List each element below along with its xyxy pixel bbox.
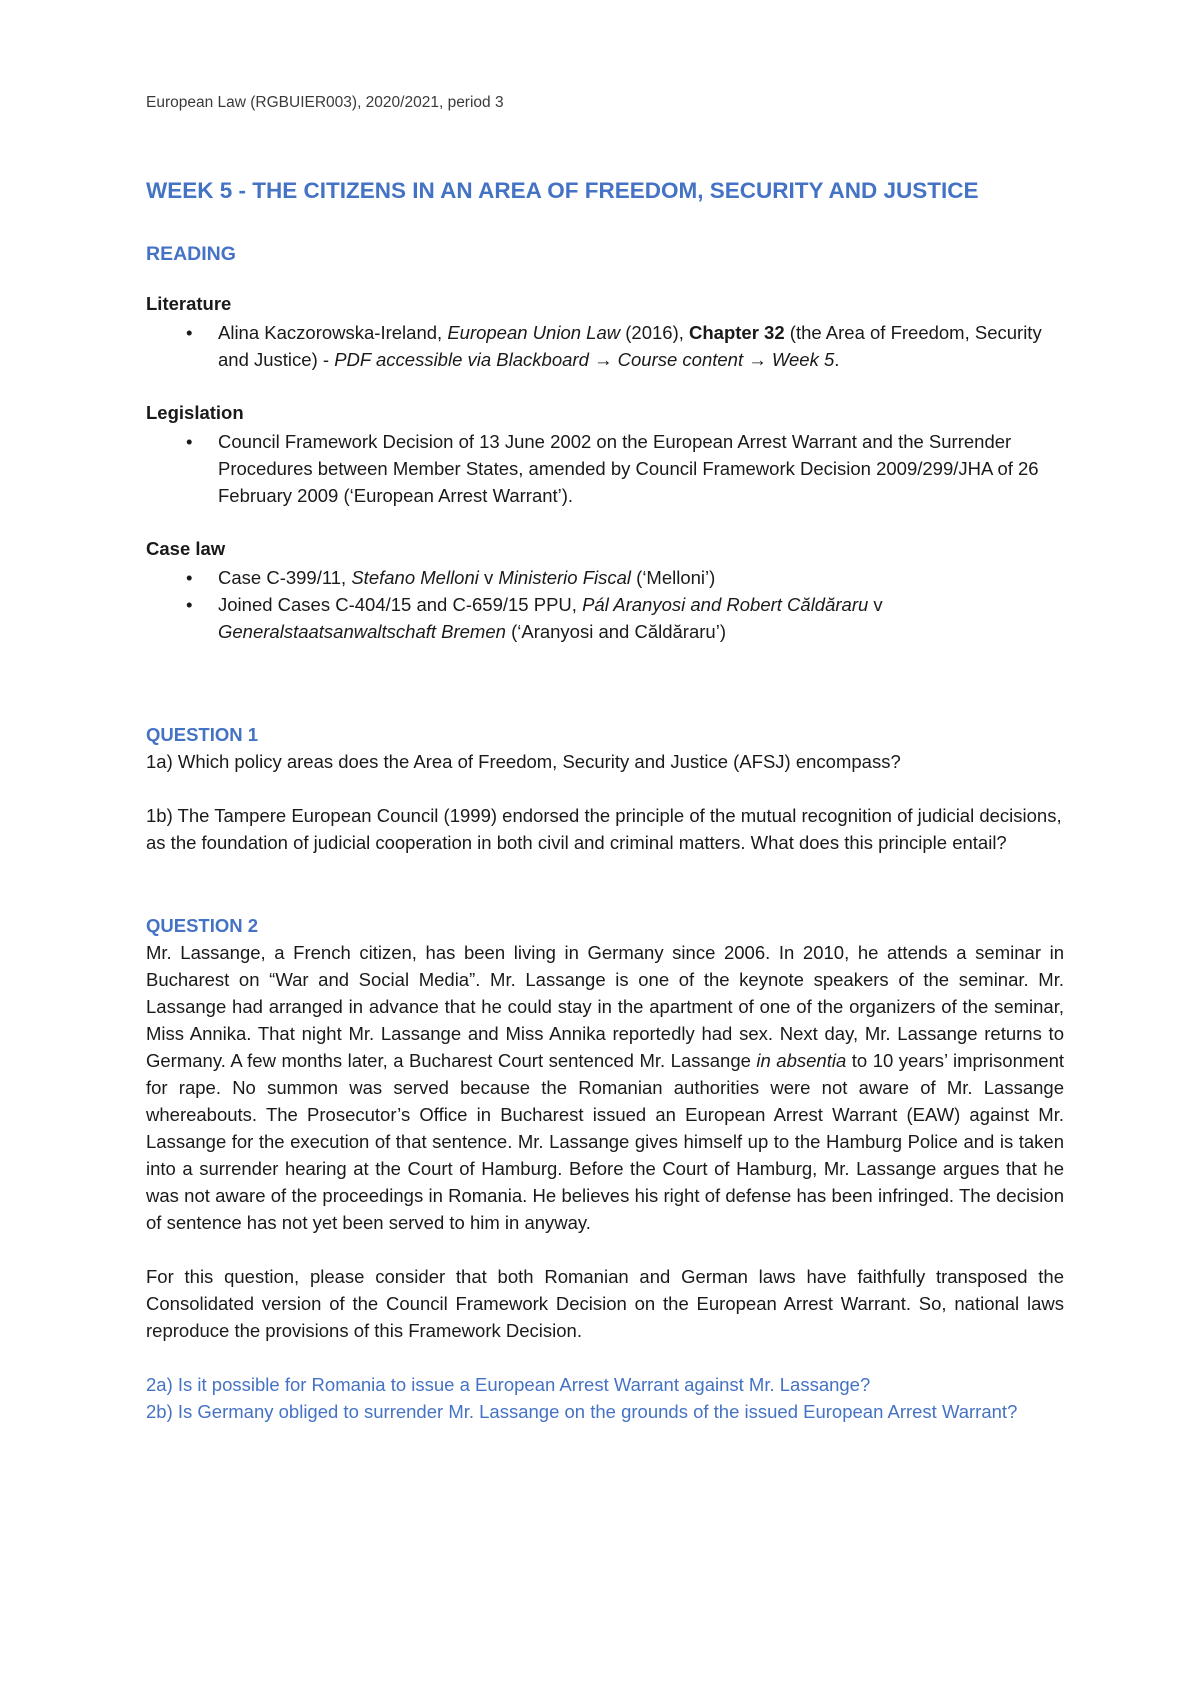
book-title: European Union Law [447, 322, 621, 343]
case-law-item-aranyosi: • Joined Cases C-404/15 and C-659/15 PPU, Pál Aranyosi and Robert Căldăraru v Generalstaatsanwaltschaft Bremen (‘Aranyosi and Căldăraru’) [146, 591, 1064, 645]
case-law-list [146, 564, 1064, 645]
access-note: PDF accessible via Blackboard → Course content → Week 5 [334, 349, 835, 370]
course-header: European Law (RGBUIER003), 2020/2021, period 3 [146, 94, 504, 111]
bullet-icon: • [186, 431, 193, 452]
case-law-label: Case law [146, 538, 226, 559]
literature-label: Literature [146, 293, 232, 314]
bullet-icon: • [186, 594, 193, 615]
question-1a: 1a) Which policy areas does the Area of Freedom, Security and Justice (AFSJ) encompass? [146, 751, 901, 772]
literature-item: • Alina Kaczorowska-Ireland, European Union Law (2016), Chapter 32 (the Area of Freedom, Security and Justice) - PDF accessible via Blackboard → Course content → Week 5. [146, 319, 1064, 373]
question-2-title: QUESTION 2 [146, 915, 259, 936]
chapter-ref: Chapter 32 [689, 322, 785, 343]
question-1-title: QUESTION 1 [146, 724, 259, 745]
legislation-item: • Council Framework Decision of 13 June 2002 on the European Arrest Warrant and the Surrender Procedures between Member States, amended by Council Framework Decision 2009/299/JHA of 26 February 2009 (‘European Arrest Warrant’). [146, 428, 1064, 509]
legislation-label: Legislation [146, 402, 244, 423]
in-absentia: in absentia [756, 1050, 847, 1071]
question-2a: 2a) Is it possible for Romania to issue a European Arrest Warrant against Mr. Lassange? [146, 1374, 871, 1395]
question-2-note: For this question, please consider that both Romanian and German laws have faithfully transposed the Consolidated version of the Council Framework Decision on the European Arrest Warrant. So, national laws reproduce the provisions of this Framework Decision. [146, 1266, 1064, 1341]
question-1b: 1b) The Tampere European Council (1999) endorsed the principle of the mutual recognition of judicial decisions, as the foundation of judicial cooperation in both civil and criminal matters. What does this principle entail? [146, 805, 1062, 853]
document-content [146, 92, 1064, 1425]
reading-heading: READING [146, 243, 236, 265]
bullet-icon: • [186, 322, 193, 343]
case-law-item-melloni: • Case C-399/11, Stefano Melloni v Ministerio Fiscal (‘Melloni’) [146, 564, 1064, 591]
bullet-icon: • [186, 567, 193, 588]
week-title: WEEK 5 - THE CITIZENS IN AN AREA OF FREEDOM, SECURITY AND JUSTICE [146, 178, 979, 203]
legislation-list [146, 428, 1064, 509]
question-2-facts: Mr. Lassange, a French citizen, has been living in Germany since 2006. In 2010, he attends a seminar in Bucharest on “War and Social Media”. Mr. Lassange is one of the keynote speakers of the seminar. Mr. Lassange had arranged in advance that he could stay in the apartment of one of the organizers of the seminar, Miss Annika. That night Mr. Lassange and Miss Annika reportedly had sex. Next day, Mr. Lassange returns to Germany. A few months later, a Bucharest Court sentenced Mr. Lassange in absentia to 10 years’ imprisonment for rape. No summon was served because the Romanian authorities were not aware of Mr. Lassange whereabouts. The Prosecutor’s Office in Bucharest issued an European Arrest Warrant (EAW) against Mr. Lassange for the execution of that sentence. Mr. Lassange gives himself up to the Hamburg Police and is taken into a surrender hearing at the Court of Hamburg. Before the Court of Hamburg, Mr. Lassange argues that he was not aware of the proceedings in Romania. He believes his right of defense has been infringed. The decision of sentence has not yet been served to him in anyway. [146, 942, 1064, 1233]
literature-list [146, 319, 1064, 373]
question-2b: 2b) Is Germany obliged to surrender Mr. Lassange on the grounds of the issued European Arrest Warrant? [146, 1401, 1018, 1422]
